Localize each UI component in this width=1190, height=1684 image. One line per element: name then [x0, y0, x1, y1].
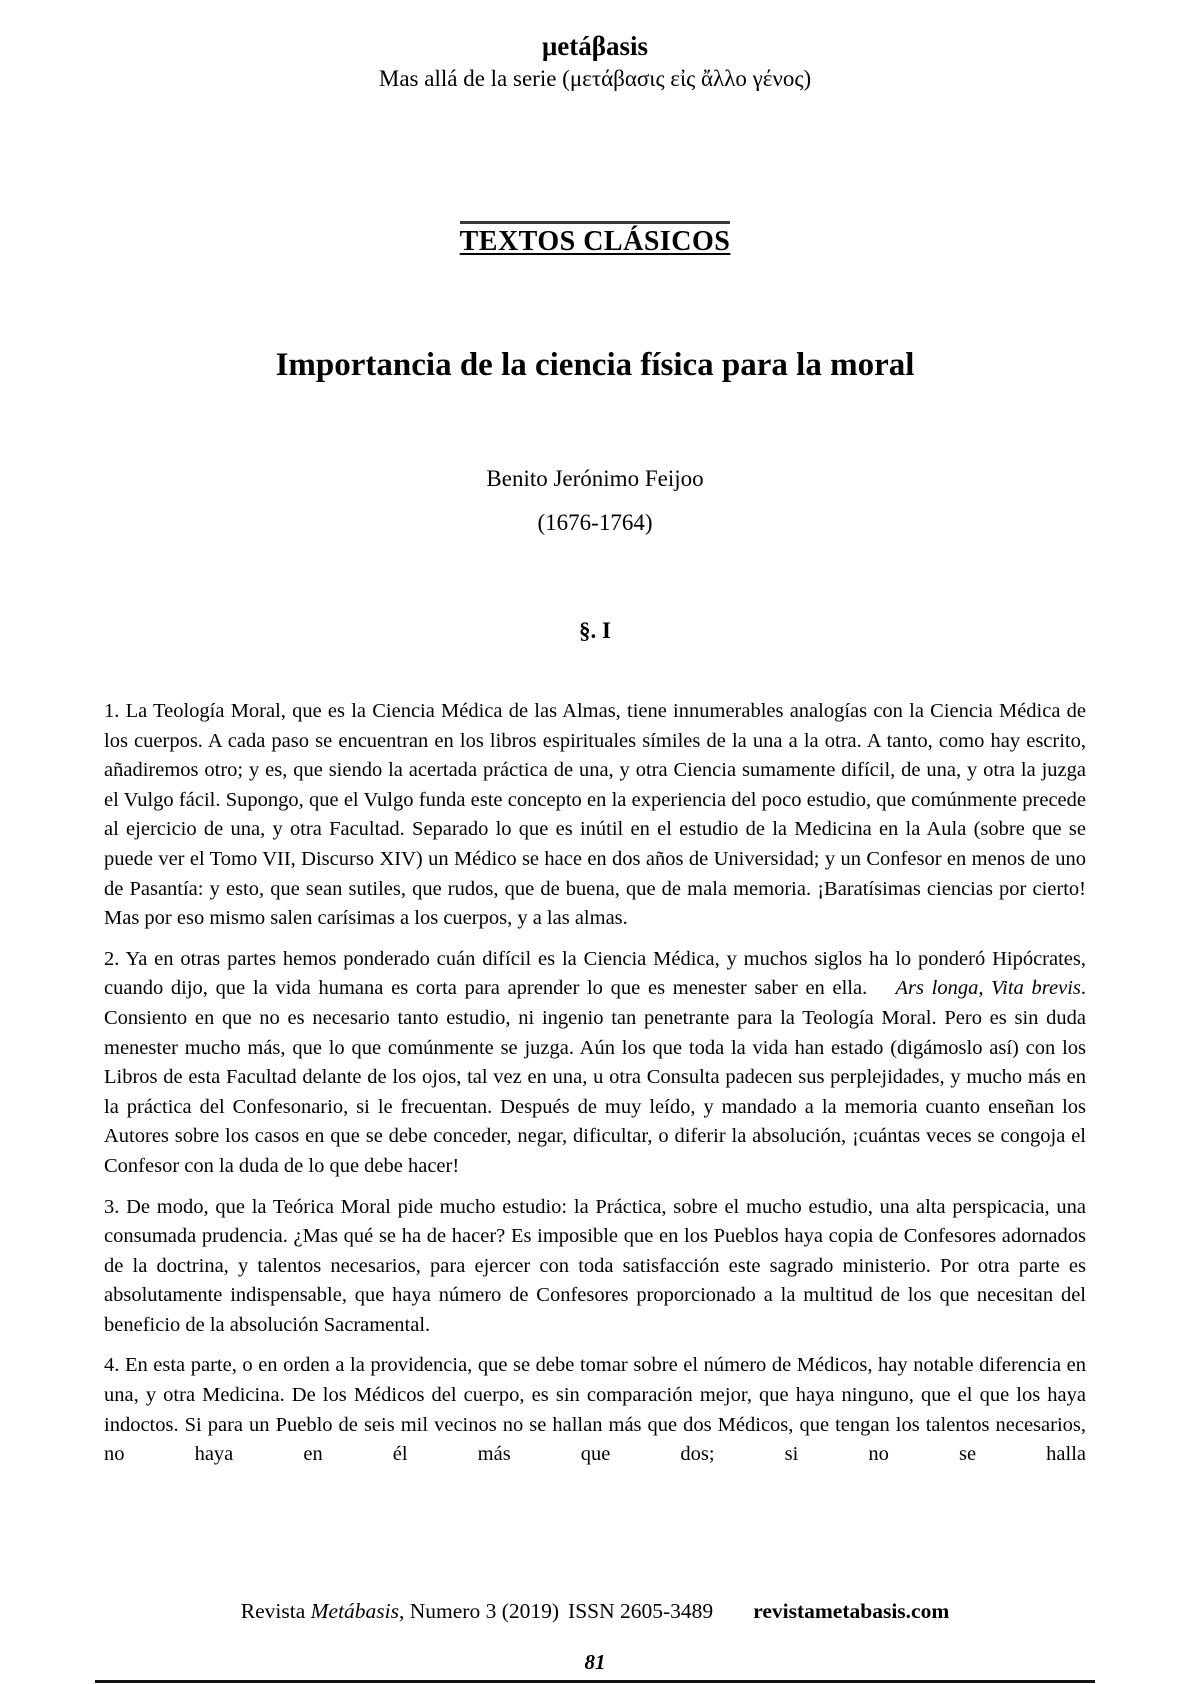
section-heading: TEXTOS CLÁSICOS — [460, 221, 731, 259]
footer-journal-issue: , Numero 3 (2019) — [399, 1599, 560, 1623]
paragraph-2-text-cont: . Consiento en que no es necesario tanto estudio, ni ingenio tan penetrante para la Teología Moral. Pero es sin duda menester mucho más, que lo que comúnmente se juzga. Aún los que toda la vida han estado (digámoslo así) con los Libros de esta Facultad delante de los ojos, tal vez en una, u otra Consulta padecen sus perplejidades, y mucho más en la práctica del Confesonario, si le frecuentan. Después de muy leído, y mandado a la memoria cuanto enseñan los Autores sobre los casos en que se debe conceder, negar, dificultar, o diferir la absolución, ¡cuántas veces se congoja el Confesor con la duda de lo que debe hacer! — [104, 977, 1086, 1177]
page-bottom-rule — [95, 1680, 1095, 1683]
paragraph-1: 1. La Teología Moral, que es la Ciencia Médica de las Almas, tiene innumerables analogías con la Ciencia Médica de los cuerpos. A cada paso se encuentran en los libros espirituales símiles de la una a la otra. A tanto, como hay escrito, añadiremos otro; y es, que siendo la acertada práctica de una, y otra Ciencia sumamente difícil, de una, y otra la juzga el Vulgo fácil. Supongo, que el Vulgo funda este concepto en la experiencia del poco estudio, que comúnmente precede al ejercicio de una, y otra Facultad. Separado lo que es inútil en el estudio de la Medicina en la Aula (sobre que se puede ver el Tomo VII, Discurso XIV) un Médico se hace en dos años de Universidad; y un Confesor en menos de uno de Pasantía: y esto, que sean sutiles, que rudos, que de buena, que de mala memoria. ¡Baratísimas ciencias por cierto! Mas por eso mismo salen carísimas a los cuerpos, y a las almas. — [104, 700, 1086, 930]
footer-journal-name: Metábasis — [310, 1599, 400, 1623]
section-heading-wrap — [104, 221, 1086, 259]
paragraph-2-text: 2. Ya en otras partes hemos ponderado cuán difícil es la Ciencia Médica, y muchos siglos ha lo ponderó Hipócrates, cuando dijo, que la vida humana es corta para aprender lo que es menester saber en ella. — [104, 947, 1086, 1000]
latin-quote: Ars longa, Vita brevis — [895, 977, 1081, 1000]
author-name: Benito Jerónimo Feijoo — [486, 466, 704, 491]
author-dates: (1676-1764) — [537, 510, 653, 535]
footer-journal-prefix: Revista — [240, 1599, 311, 1623]
journal-masthead-title: μetáβasis — [541, 31, 649, 61]
paragraph-3: 3. De modo, que la Teórica Moral pide mucho estudio: la Práctica, sobre el mucho estudio, una alta perspicacia, una consumada prudencia. ¿Mas qué se ha de hacer? Es imposible que en los Pueblos haya copia de Confesores adornados de la doctrina, y talentos necesarios, para ejercer con toda satisfacción este sagrado ministerio. Por otra parte es absolutamente indispensable, que haya número de Confesores proporcionado a la multitud de los que necesitan del beneficio de la absolución Sacramental. — [104, 1195, 1086, 1336]
paragraph-2 — [104, 945, 1086, 1182]
footer — [0, 1598, 1190, 1625]
article-body — [104, 697, 1086, 1470]
article-title: Importancia de la ciencia física para la moral — [275, 347, 915, 383]
footer-website: revistametabasis.com — [753, 1599, 950, 1623]
footer-issn: ISSN 2605-3489 — [568, 1599, 714, 1623]
journal-masthead-subtitle: Mas allá de la serie (μετάβασις εἰς ἄλλο γένος) — [378, 66, 812, 91]
paragraph-4: 4. En esta parte, o en orden a la providencia, que se debe tomar sobre el número de Médicos, hay notable diferencia en una, y otra Medicina. De los Médicos del cuerpo, es sin comparación mejor, que haya ninguno, que el que los haya indoctos. Si para un Pueblo de seis mil vecinos no se hallan más que dos Médicos, que tengan los talentos necesarios, no haya en él más que dos; si no se halla — [104, 1354, 1086, 1466]
section-marker: §. I — [579, 618, 611, 643]
page-number: 81 — [584, 1650, 606, 1674]
